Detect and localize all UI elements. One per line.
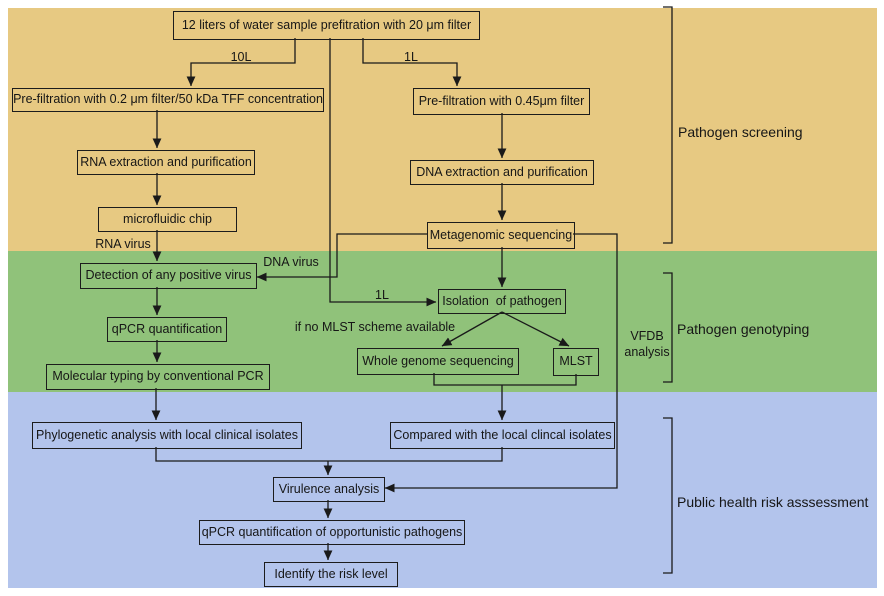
- connector-phylo-compared-merge: [156, 447, 502, 461]
- node-metagenomic-sequencing: Metagenomic sequencing: [427, 222, 575, 249]
- edge-label-1l-isolation: 1L: [375, 288, 389, 302]
- edge-label-10l: 10L: [230, 50, 252, 64]
- node-phylogenetic-analysis: Phylogenetic analysis with local clinical isolates: [32, 422, 302, 449]
- node-whole-genome-sequencing: Whole genome sequencing: [357, 348, 519, 375]
- node-prefiltration-045um: Pre-filtration with 0.45μm filter: [413, 88, 590, 115]
- node-virulence-analysis: Virulence analysis: [273, 477, 385, 502]
- node-mlst: MLST: [553, 348, 599, 376]
- edge-label-no-mlst-scheme: if no MLST scheme available: [294, 320, 456, 334]
- node-water-sample: 12 liters of water sample prefitration with 20 μm filter: [173, 11, 480, 40]
- edge-label-1l-filter: 1L: [404, 50, 418, 64]
- node-rna-extraction: RNA extraction and purification: [77, 150, 255, 175]
- node-molecular-typing-pcr: Molecular typing by conventional PCR: [46, 364, 270, 390]
- edge-isolation-to-mlst: [502, 312, 569, 346]
- edge-label-rna-virus: RNA virus: [95, 237, 151, 251]
- node-qpcr-opportunistic-pathogens: qPCR quantification of opportunistic pathogens: [199, 520, 465, 545]
- node-detection-positive-virus: Detection of any positive virus: [80, 263, 257, 289]
- node-qpcr-quantification: qPCR quantification: [107, 317, 227, 342]
- node-dna-extraction: DNA extraction and purification: [410, 160, 594, 185]
- edge-label-dna-virus: DNA virus: [263, 255, 319, 269]
- phase-label-public-health-risk: Public health risk asssessment: [677, 494, 869, 510]
- node-prefiltration-02um: Pre-filtration with 0.2 μm filter/50 kDa TFF concentration: [12, 88, 324, 112]
- node-isolation-of-pathogen: Isolation of pathogen: [438, 289, 566, 314]
- node-microfluidic-chip: microfluidic chip: [98, 207, 237, 232]
- bracket-group: [663, 7, 672, 573]
- node-compared-local-isolates: Compared with the local clincal isolates: [390, 422, 615, 449]
- bracket-pathogen-genotyping: [663, 273, 672, 382]
- phase-label-pathogen-genotyping: Pathogen genotyping: [677, 321, 810, 337]
- phase-label-pathogen-screening: Pathogen screening: [678, 124, 803, 140]
- bracket-pathogen-screening: [663, 7, 672, 243]
- edge-label-vfdb-analysis: VFDB analysis: [624, 329, 670, 359]
- node-identify-risk-level: Identify the risk level: [264, 562, 398, 587]
- bracket-public-health-risk: [663, 418, 672, 573]
